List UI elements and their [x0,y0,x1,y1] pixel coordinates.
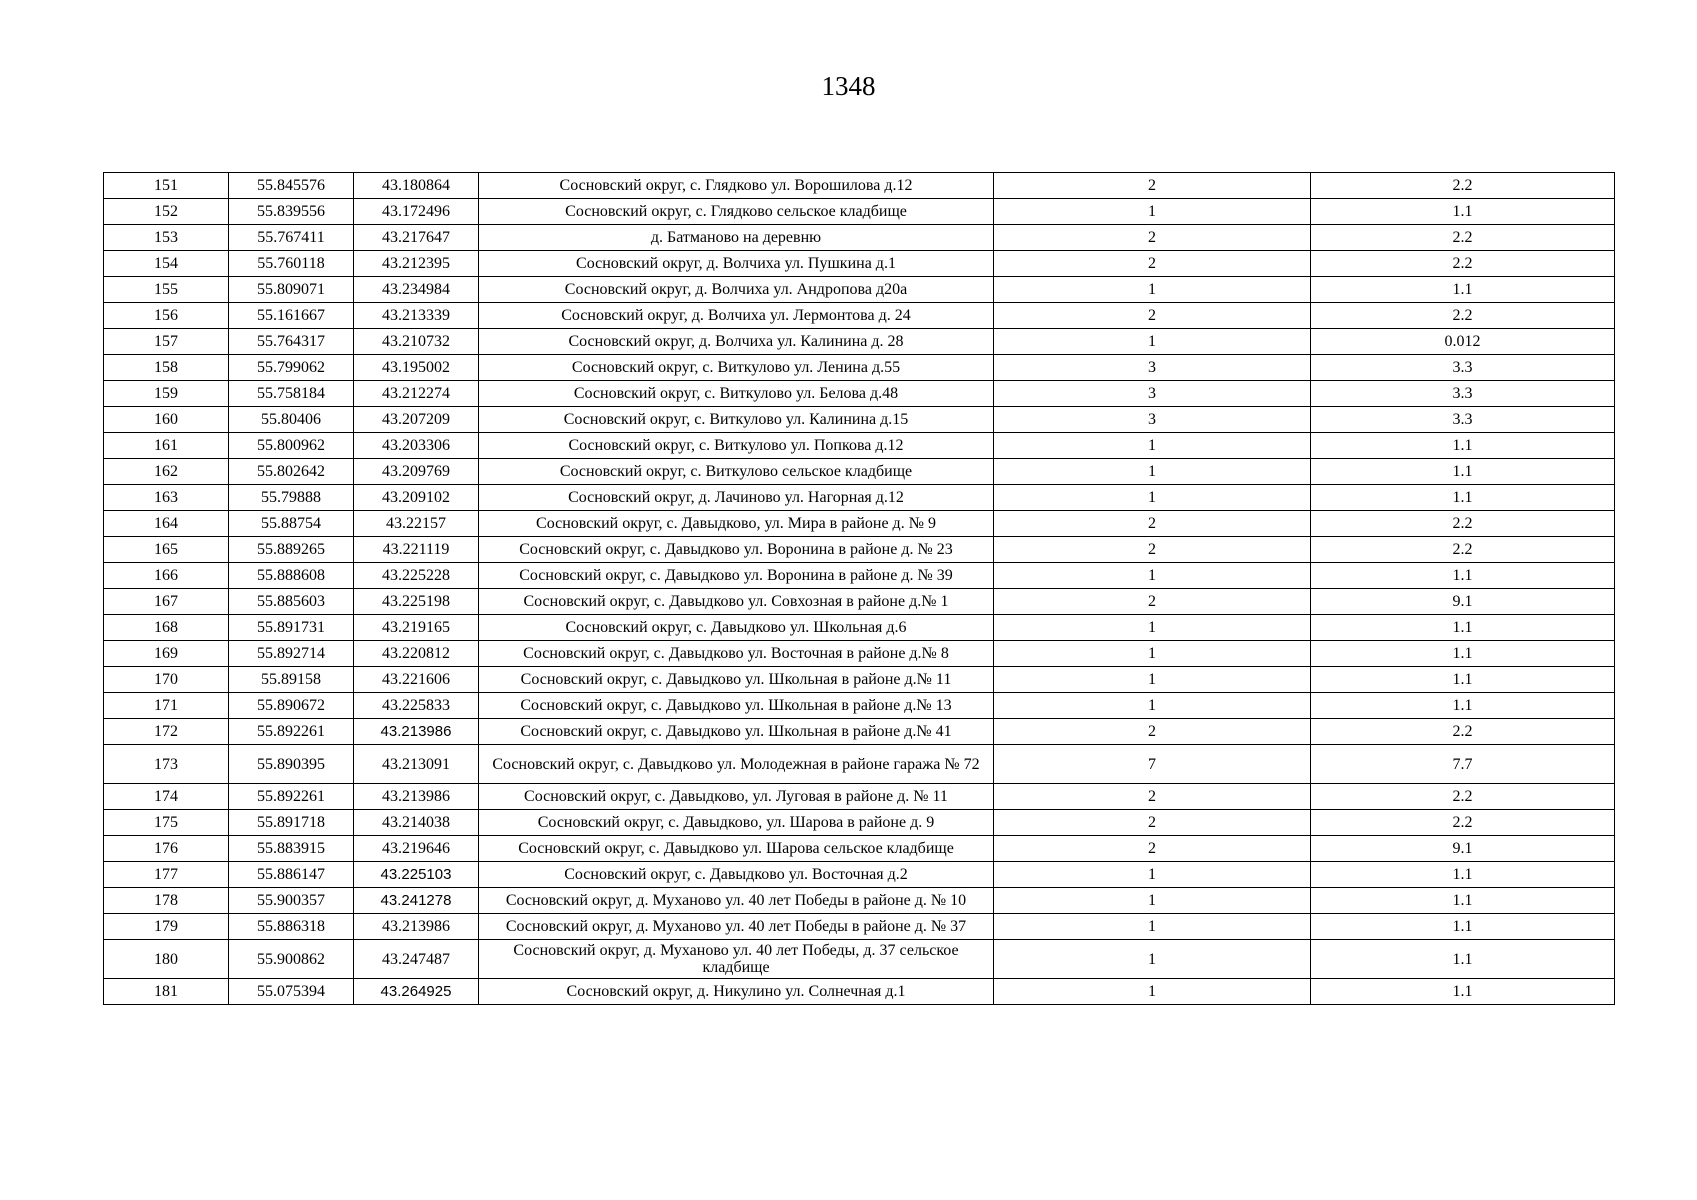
cell-longitude: 43.180864 [354,173,479,199]
cell-volume: 1.1 [1311,563,1615,589]
cell-address: Сосновский округ, с. Давыдково ул. Школьная д.6 [479,615,994,641]
cell-number: 175 [104,810,229,836]
table-row [104,303,1615,329]
table-row [104,615,1615,641]
table-row [104,836,1615,862]
cell-longitude: 43.214038 [354,810,479,836]
cell-number: 163 [104,485,229,511]
cell-number: 172 [104,719,229,745]
table-row [104,667,1615,693]
data-table [103,172,1615,1005]
cell-latitude: 55.764317 [229,329,354,355]
cell-latitude: 55.839556 [229,199,354,225]
cell-address: Сосновский округ, д. Волчиха ул. Лермонтова д. 24 [479,303,994,329]
cell-volume: 1.1 [1311,940,1615,979]
table-row [104,563,1615,589]
cell-number: 164 [104,511,229,537]
table-row [104,329,1615,355]
cell-number: 171 [104,693,229,719]
cell-count: 1 [994,199,1311,225]
cell-volume: 9.1 [1311,836,1615,862]
cell-latitude: 55.809071 [229,277,354,303]
cell-number: 156 [104,303,229,329]
cell-longitude: 43.221606 [354,667,479,693]
cell-number: 176 [104,836,229,862]
cell-count: 2 [994,836,1311,862]
cell-count: 2 [994,173,1311,199]
cell-count: 1 [994,888,1311,914]
table-row [104,407,1615,433]
table-row [104,589,1615,615]
cell-number: 181 [104,979,229,1005]
table-row [104,914,1615,940]
table-row [104,251,1615,277]
table-row [104,641,1615,667]
cell-longitude: 43.241278 [354,888,479,914]
cell-volume: 7.7 [1311,745,1615,784]
cell-longitude: 43.221119 [354,537,479,563]
cell-address: Сосновский округ, с. Глядково сельское кладбище [479,199,994,225]
cell-volume: 1.1 [1311,667,1615,693]
cell-longitude: 43.210732 [354,329,479,355]
cell-volume: 1.1 [1311,277,1615,303]
cell-count: 3 [994,381,1311,407]
cell-number: 173 [104,745,229,784]
cell-volume: 1.1 [1311,433,1615,459]
cell-number: 162 [104,459,229,485]
table-row [104,537,1615,563]
table-row [104,862,1615,888]
cell-count: 2 [994,719,1311,745]
cell-number: 160 [104,407,229,433]
cell-longitude: 43.225198 [354,589,479,615]
cell-volume: 2.2 [1311,511,1615,537]
cell-address: Сосновский округ, д. Муханово ул. 40 лет Победы в районе д. № 10 [479,888,994,914]
cell-number: 174 [104,784,229,810]
cell-volume: 1.1 [1311,459,1615,485]
cell-address: Сосновский округ, с. Виткулово сельское кладбище [479,459,994,485]
cell-address: Сосновский округ, с. Давыдково ул. Воронина в районе д. № 23 [479,537,994,563]
cell-count: 1 [994,979,1311,1005]
cell-number: 157 [104,329,229,355]
cell-longitude: 43.195002 [354,355,479,381]
cell-volume: 1.1 [1311,979,1615,1005]
cell-address: Сосновский округ, с. Виткулово ул. Калинина д.15 [479,407,994,433]
cell-count: 2 [994,589,1311,615]
cell-address: Сосновский округ, с. Давыдково ул. Совхозная в районе д.№ 1 [479,589,994,615]
cell-number: 155 [104,277,229,303]
cell-latitude: 55.845576 [229,173,354,199]
cell-longitude: 43.22157 [354,511,479,537]
cell-count: 1 [994,459,1311,485]
table-row [104,459,1615,485]
cell-address: Сосновский округ, с. Виткулово ул. Белова д.48 [479,381,994,407]
cell-count: 1 [994,641,1311,667]
cell-count: 2 [994,810,1311,836]
cell-address: Сосновский округ, с. Давыдково, ул. Луговая в районе д. № 11 [479,784,994,810]
cell-volume: 3.3 [1311,381,1615,407]
cell-volume: 1.1 [1311,888,1615,914]
cell-longitude: 43.213091 [354,745,479,784]
cell-count: 1 [994,940,1311,979]
cell-volume: 1.1 [1311,485,1615,511]
cell-count: 1 [994,667,1311,693]
cell-count: 1 [994,563,1311,589]
table-row [104,693,1615,719]
cell-address: Сосновский округ, с. Давыдково, ул. Шарова в районе д. 9 [479,810,994,836]
cell-number: 167 [104,589,229,615]
cell-count: 7 [994,745,1311,784]
cell-longitude: 43.247487 [354,940,479,979]
cell-volume: 2.2 [1311,784,1615,810]
cell-latitude: 55.886318 [229,914,354,940]
cell-address: Сосновский округ, д. Волчиха ул. Пушкина д.1 [479,251,994,277]
cell-number: 152 [104,199,229,225]
table-row [104,381,1615,407]
cell-latitude: 55.161667 [229,303,354,329]
cell-latitude: 55.79888 [229,485,354,511]
cell-count: 1 [994,693,1311,719]
cell-number: 151 [104,173,229,199]
cell-count: 1 [994,485,1311,511]
cell-address: Сосновский округ, с. Давыдково ул. Шарова сельское кладбище [479,836,994,862]
cell-address: Сосновский округ, с. Давыдково ул. Школьная в районе д.№ 41 [479,719,994,745]
cell-count: 1 [994,329,1311,355]
cell-address: Сосновский округ, д. Муханово ул. 40 лет Победы в районе д. № 37 [479,914,994,940]
cell-longitude: 43.213986 [354,719,479,745]
cell-address: Сосновский округ, с. Давыдково ул. Молодежная в районе гаража № 72 [479,745,994,784]
cell-longitude: 43.209102 [354,485,479,511]
cell-number: 159 [104,381,229,407]
cell-longitude: 43.219165 [354,615,479,641]
cell-number: 169 [104,641,229,667]
cell-address: Сосновский округ, д. Волчиха ул. Андропова д20а [479,277,994,303]
cell-latitude: 55.889265 [229,537,354,563]
cell-latitude: 55.80406 [229,407,354,433]
table-row [104,485,1615,511]
cell-volume: 2.2 [1311,173,1615,199]
cell-number: 168 [104,615,229,641]
cell-volume: 1.1 [1311,615,1615,641]
cell-count: 2 [994,251,1311,277]
cell-number: 153 [104,225,229,251]
cell-longitude: 43.264925 [354,979,479,1005]
cell-volume: 2.2 [1311,537,1615,563]
cell-latitude: 55.900357 [229,888,354,914]
cell-number: 154 [104,251,229,277]
table-row [104,979,1615,1005]
table-row [104,888,1615,914]
cell-address: Сосновский округ, д. Лачиново ул. Нагорная д.12 [479,485,994,511]
cell-address: Сосновский округ, с. Виткулово ул. Попкова д.12 [479,433,994,459]
cell-address: Сосновский округ, д. Муханово ул. 40 лет Победы, д. 37 сельское кладбище [479,940,994,979]
cell-number: 166 [104,563,229,589]
table-row [104,225,1615,251]
cell-volume: 2.2 [1311,719,1615,745]
cell-address: Сосновский округ, с. Давыдково ул. Школьная в районе д.№ 11 [479,667,994,693]
cell-count: 2 [994,784,1311,810]
cell-latitude: 55.883915 [229,836,354,862]
cell-address: д. Батманово на деревню [479,225,994,251]
cell-latitude: 55.075394 [229,979,354,1005]
cell-count: 2 [994,303,1311,329]
table-row [104,511,1615,537]
cell-count: 3 [994,407,1311,433]
cell-count: 1 [994,914,1311,940]
cell-number: 180 [104,940,229,979]
cell-address: Сосновский округ, с. Давыдково ул. Восточная в районе д.№ 8 [479,641,994,667]
table-row [104,810,1615,836]
cell-longitude: 43.225103 [354,862,479,888]
cell-latitude: 55.892261 [229,719,354,745]
cell-latitude: 55.892261 [229,784,354,810]
cell-count: 2 [994,511,1311,537]
cell-longitude: 43.213339 [354,303,479,329]
cell-address: Сосновский округ, с. Глядково ул. Ворошилова д.12 [479,173,994,199]
cell-number: 170 [104,667,229,693]
cell-longitude: 43.212274 [354,381,479,407]
cell-longitude: 43.234984 [354,277,479,303]
cell-latitude: 55.758184 [229,381,354,407]
cell-latitude: 55.885603 [229,589,354,615]
cell-longitude: 43.209769 [354,459,479,485]
table-row [104,173,1615,199]
cell-longitude: 43.220812 [354,641,479,667]
cell-latitude: 55.802642 [229,459,354,485]
table-row [104,745,1615,784]
cell-number: 178 [104,888,229,914]
cell-latitude: 55.900862 [229,940,354,979]
cell-address: Сосновский округ, с. Давыдково ул. Воронина в районе д. № 39 [479,563,994,589]
cell-latitude: 55.886147 [229,862,354,888]
cell-longitude: 43.213986 [354,914,479,940]
cell-latitude: 55.891731 [229,615,354,641]
cell-address: Сосновский округ, с. Давыдково ул. Восточная д.2 [479,862,994,888]
cell-longitude: 43.212395 [354,251,479,277]
cell-number: 158 [104,355,229,381]
cell-address: Сосновский округ, с. Давыдково, ул. Мира в районе д. № 9 [479,511,994,537]
cell-volume: 2.2 [1311,810,1615,836]
table-row [104,433,1615,459]
cell-number: 177 [104,862,229,888]
cell-latitude: 55.891718 [229,810,354,836]
cell-longitude: 43.225833 [354,693,479,719]
cell-latitude: 55.88754 [229,511,354,537]
cell-longitude: 43.203306 [354,433,479,459]
table-row [104,355,1615,381]
cell-volume: 3.3 [1311,355,1615,381]
cell-address: Сосновский округ, с. Виткулово ул. Ленина д.55 [479,355,994,381]
cell-latitude: 55.892714 [229,641,354,667]
cell-latitude: 55.890395 [229,745,354,784]
cell-volume: 1.1 [1311,914,1615,940]
cell-volume: 9.1 [1311,589,1615,615]
cell-address: Сосновский округ, д. Никулино ул. Солнечная д.1 [479,979,994,1005]
cell-longitude: 43.217647 [354,225,479,251]
cell-volume: 2.2 [1311,251,1615,277]
cell-volume: 1.1 [1311,862,1615,888]
cell-volume: 1.1 [1311,641,1615,667]
table-row [104,719,1615,745]
cell-count: 1 [994,433,1311,459]
cell-longitude: 43.213986 [354,784,479,810]
cell-address: Сосновский округ, д. Волчиха ул. Калинина д. 28 [479,329,994,355]
cell-longitude: 43.225228 [354,563,479,589]
page-number: 1348 [821,71,876,101]
cell-longitude: 43.219646 [354,836,479,862]
cell-volume: 2.2 [1311,303,1615,329]
table-row [104,940,1615,979]
cell-count: 1 [994,862,1311,888]
cell-latitude: 55.760118 [229,251,354,277]
cell-volume: 1.1 [1311,199,1615,225]
cell-latitude: 55.800962 [229,433,354,459]
table-row [104,277,1615,303]
cell-number: 179 [104,914,229,940]
cell-latitude: 55.888608 [229,563,354,589]
cell-longitude: 43.172496 [354,199,479,225]
cell-latitude: 55.89158 [229,667,354,693]
cell-count: 3 [994,355,1311,381]
cell-latitude: 55.890672 [229,693,354,719]
cell-latitude: 55.767411 [229,225,354,251]
table-row [104,784,1615,810]
cell-count: 2 [994,225,1311,251]
cell-latitude: 55.799062 [229,355,354,381]
cell-address: Сосновский округ, с. Давыдково ул. Школьная в районе д.№ 13 [479,693,994,719]
cell-count: 1 [994,615,1311,641]
cell-volume: 2.2 [1311,225,1615,251]
table-body [104,173,1615,1005]
cell-number: 165 [104,537,229,563]
cell-volume: 3.3 [1311,407,1615,433]
cell-longitude: 43.207209 [354,407,479,433]
cell-volume: 0.012 [1311,329,1615,355]
cell-number: 161 [104,433,229,459]
cell-count: 2 [994,537,1311,563]
cell-count: 1 [994,277,1311,303]
table-row [104,199,1615,225]
cell-volume: 1.1 [1311,693,1615,719]
